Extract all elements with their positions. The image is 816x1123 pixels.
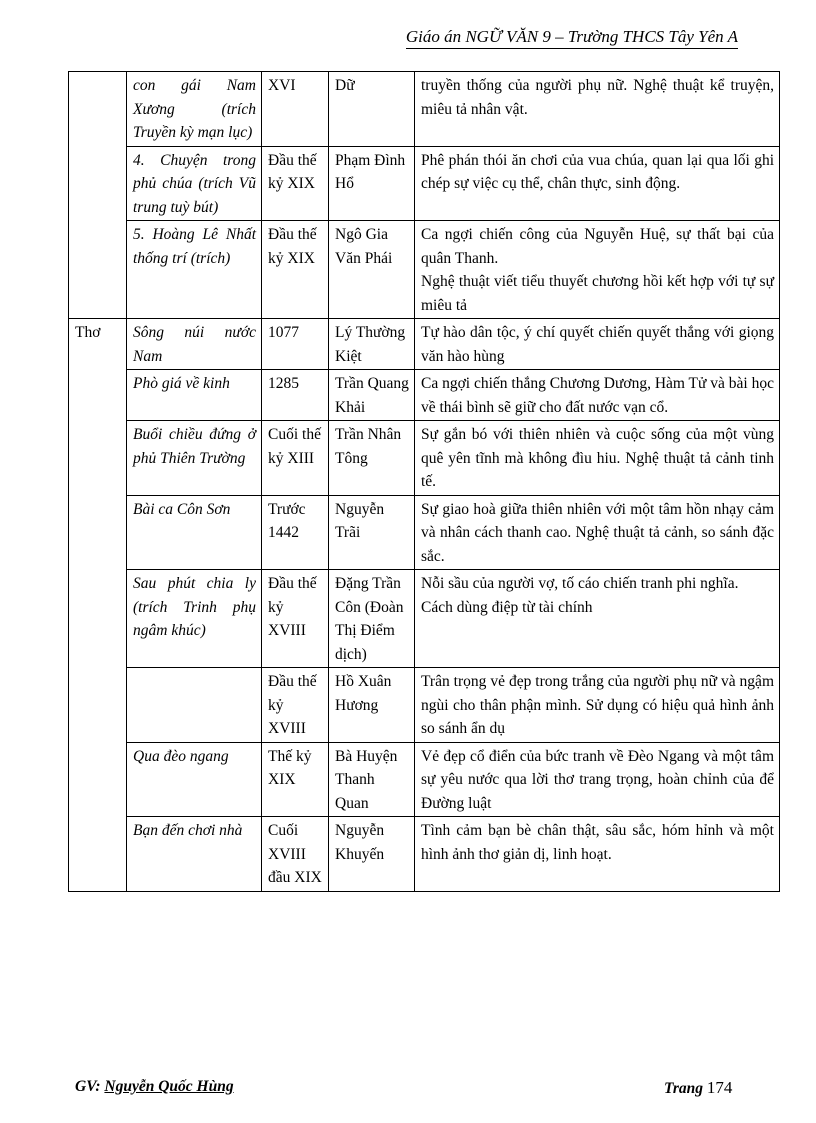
table-row xyxy=(69,742,780,817)
content-cell xyxy=(415,570,780,668)
period-cell: Trước 1442 xyxy=(262,495,329,570)
period-cell: 1077 xyxy=(262,319,329,370)
period-cell: 1285 xyxy=(262,370,329,421)
author-cell: Nguyễn Trãi xyxy=(329,495,415,570)
page-number: 174 xyxy=(706,1078,733,1097)
content-line: truyền thống của người phụ nữ. Nghệ thuật kể truyện, miêu tả nhân vật. xyxy=(421,77,774,118)
work-cell: 5. Hoàng Lê Nhất thống trí (trích) xyxy=(127,221,262,319)
work-cell: Bài ca Côn Sơn xyxy=(127,495,262,570)
author-cell: Nguyễn Khuyến xyxy=(329,817,415,892)
teacher-name: Nguyễn Quốc Hùng xyxy=(104,1078,234,1095)
content-cell xyxy=(415,742,780,817)
author-cell: Ngô Gia Văn Phái xyxy=(329,221,415,319)
work-cell: con gái Nam Xương (trích Truyền kỳ mạn lục) xyxy=(127,72,262,147)
content-line: Sự giao hoà giữa thiên nhiên với một tâm hồn nhạy cảm và nhân cách thanh cao. Nghệ thuật tả cảnh, so sánh đặc sắc. xyxy=(421,500,774,565)
work-cell: 4. Chuyện trong phủ chúa (trích Vũ trung tuỳ bút) xyxy=(127,146,262,221)
page-header: Giáo án NGỮ VĂN 9 – Trường THCS Tây Yên A xyxy=(406,27,738,49)
content-line: Tình cảm bạn bè chân thật, sâu sắc, hóm hỉnh và một hình ảnh thơ giản dị, linh hoạt. xyxy=(421,822,774,863)
work-cell: Sông núi nước Nam xyxy=(127,319,262,370)
work-cell: Qua đèo ngang xyxy=(127,742,262,817)
table-body xyxy=(69,72,780,892)
period-cell: Cuối XVIII đầu XIX xyxy=(262,817,329,892)
author-cell: Dữ xyxy=(329,72,415,147)
content-cell xyxy=(415,146,780,221)
period-cell: Đầu thế kỷ XVIII xyxy=(262,668,329,743)
author-cell: Trần Nhân Tông xyxy=(329,421,415,496)
content-line: Nỗi sầu của người vợ, tố cáo chiến tranh phi nghĩa. xyxy=(421,575,739,592)
author-cell: Hồ Xuân Hương xyxy=(329,668,415,743)
table-row xyxy=(69,146,780,221)
author-cell: Đặng Trần Côn (Đoàn Thị Điểm dịch) xyxy=(329,570,415,668)
table-row xyxy=(69,221,780,319)
content-cell xyxy=(415,72,780,147)
content-line: Trân trọng vẻ đẹp trong trắng của người phụ nữ và ngậm ngùi cho thân phận mình. Sử dụng có hiệu quả hình ảnh so sánh ẩn dụ xyxy=(421,673,774,737)
content-line: Tự hào dân tộc, ý chí quyết chiến quyết thắng với giọng văn hào hùng xyxy=(421,324,774,365)
table-row xyxy=(69,72,780,147)
content-line: Vẻ đẹp cổ điển của bức tranh về Đèo Ngang và một tâm sự yêu nước qua lời thơ trang trọng, hoàn chỉnh của để Đường luật xyxy=(421,747,774,812)
table-row xyxy=(69,495,780,570)
footer-teacher xyxy=(75,1078,234,1096)
period-cell: Cuối thế kỷ XIII xyxy=(262,421,329,496)
table-row xyxy=(69,668,780,743)
genre-cell xyxy=(69,72,127,319)
content-line: Phê phán thói ăn chơi của vua chúa, quan lại qua lối ghi chép sự việc cụ thể, chân thực, sinh động. xyxy=(421,151,774,192)
content-cell xyxy=(415,817,780,892)
teacher-label: GV: xyxy=(75,1078,101,1095)
author-cell: Phạm Đình Hổ xyxy=(329,146,415,221)
table-row xyxy=(69,817,780,892)
content-line: Ca ngợi chiến công của Nguyễn Huệ, sự thất bại của quân Thanh. xyxy=(421,226,774,267)
period-cell: XVI xyxy=(262,72,329,147)
table-row xyxy=(69,370,780,421)
work-cell: Phò giá về kinh xyxy=(127,370,262,421)
period-cell: Thế kỷ XIX xyxy=(262,742,329,817)
period-cell: Đầu thế kỷ XIX xyxy=(262,221,329,319)
period-cell: Đầu thế kỷ XIX xyxy=(262,146,329,221)
work-cell xyxy=(127,668,262,743)
content-cell xyxy=(415,421,780,496)
work-cell: Buổi chiều đứng ở phủ Thiên Trường xyxy=(127,421,262,496)
content-line: Nghệ thuật viết tiểu thuyết chương hồi kết hợp với tự sự miêu tả xyxy=(421,273,774,314)
page-label: Trang xyxy=(664,1080,704,1097)
author-cell: Bà Huyện Thanh Quan xyxy=(329,742,415,817)
table-row xyxy=(69,421,780,496)
table-row xyxy=(69,319,780,370)
author-cell: Trần Quang Khải xyxy=(329,370,415,421)
content-line: Sự gắn bó với thiên nhiên và cuộc sống của một vùng quê yên tĩnh mà không đìu hiu. Nghệ thuật tả cảnh tinh tế. xyxy=(421,426,774,490)
work-cell: Bạn đến chơi nhà xyxy=(127,817,262,892)
content-cell xyxy=(415,221,780,319)
table-row xyxy=(69,570,780,668)
content-line: Cách dùng điệp từ tài chính xyxy=(421,598,593,616)
content-cell xyxy=(415,319,780,370)
content-cell xyxy=(415,668,780,743)
content-cell xyxy=(415,370,780,421)
literature-table xyxy=(68,71,780,892)
work-cell: Sau phút chia ly (trích Trinh phụ ngâm khúc) xyxy=(127,570,262,668)
period-cell: Đầu thế kỷ XVIII xyxy=(262,570,329,668)
genre-cell: Thơ xyxy=(69,319,127,892)
author-cell: Lý Thường Kiệt xyxy=(329,319,415,370)
content-line: Ca ngợi chiến thắng Chương Dương, Hàm Tử và bài học về thái bình sẽ giữ cho đất nước vạn cổ. xyxy=(421,375,774,416)
footer-page xyxy=(664,1078,732,1098)
content-cell xyxy=(415,495,780,570)
